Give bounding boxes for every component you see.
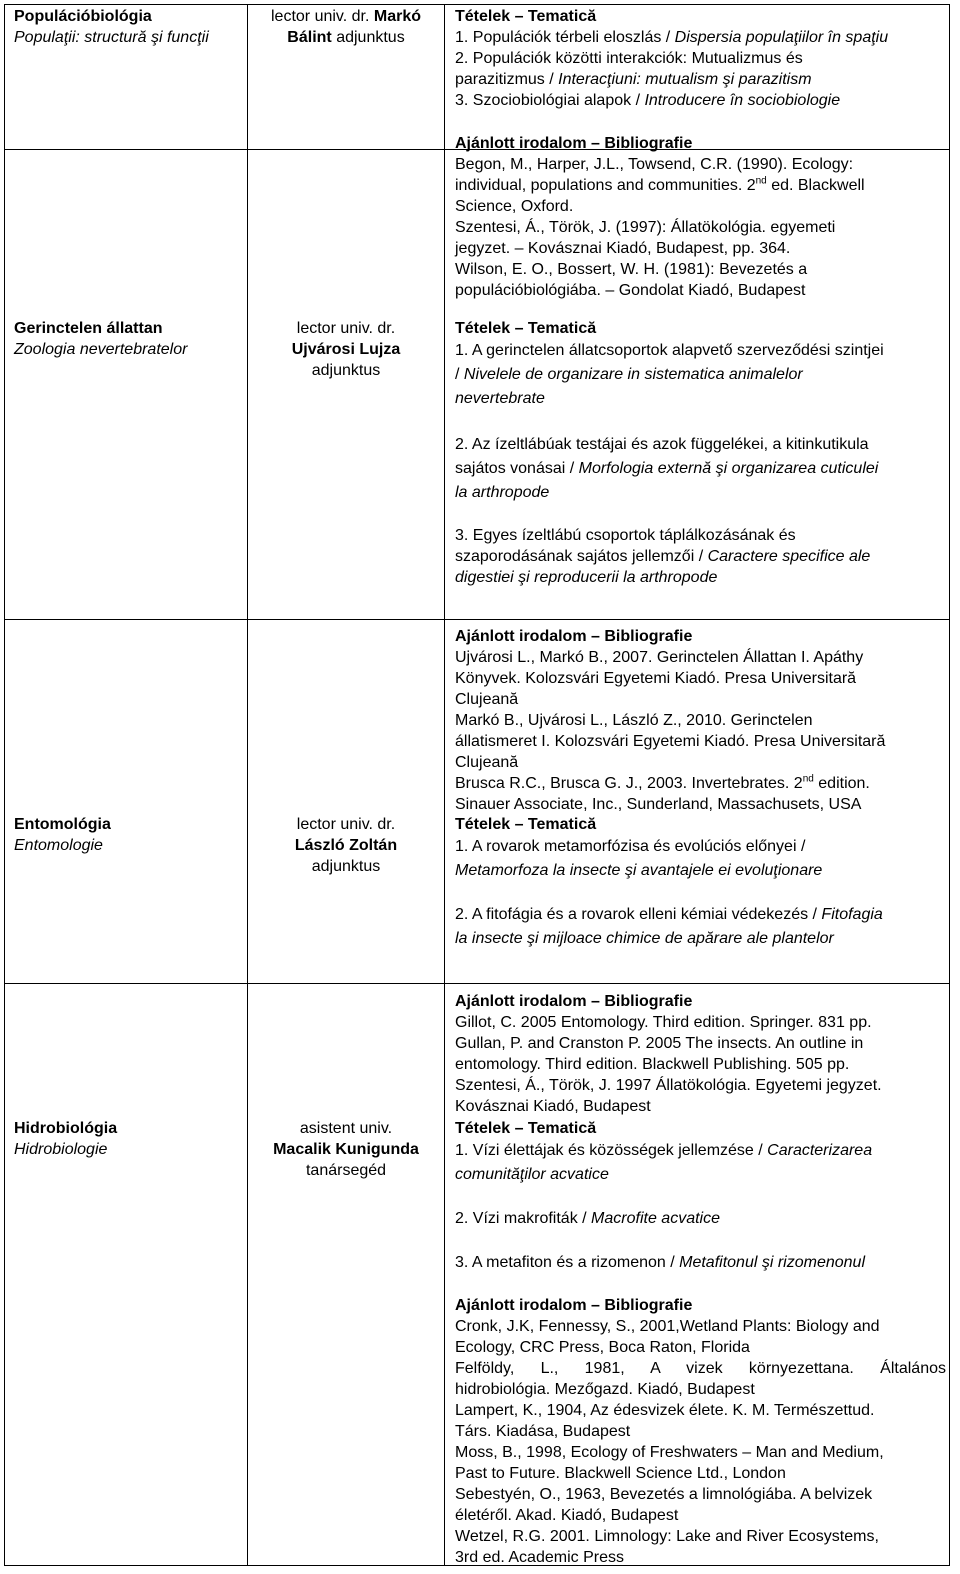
course-title-hu: Entomológia bbox=[14, 816, 111, 833]
bibliography-entry: Szentesi, Á., Török, J. (1997): Állatökológia. egyemeti bbox=[455, 219, 836, 236]
bibliography-entry: Lampert, K., 1904, Az édesvizek élete. K. M. Természettud. bbox=[455, 1402, 875, 1419]
course-name-cell bbox=[14, 1118, 244, 1160]
bibliography-entry: hidrobiológia. Mezőgazd. Kiadó, Budapest bbox=[455, 1381, 755, 1398]
topic-item: sajátos vonásai / bbox=[455, 460, 579, 477]
bibliography-entry: Brusca R.C., Brusca G. J., 2003. Invertebrates. 2 bbox=[455, 775, 803, 792]
bibliography-entry: individual, populations and communities. 2 bbox=[455, 177, 756, 194]
topic-item-translation: Metamorfoza la insecte şi avantajele ei evoluţionare bbox=[455, 862, 823, 879]
lecturer-title: lector univ. dr. bbox=[271, 8, 374, 25]
bibliography-entry: Wetzel, R.G. 2001. Limnology: Lake and River Ecosystems, bbox=[455, 1528, 879, 1545]
bibliography-entry: Felföldy, L., 1981, A vizek környezettana. Általános bbox=[455, 1360, 946, 1377]
topic-item: szaporodásának sajátos jellemzői / bbox=[455, 548, 708, 565]
lecturer-cell bbox=[256, 6, 436, 48]
bibliography-entry: Gillot, C. 2005 Entomology. Third edition. Springer. 831 pp. bbox=[455, 1014, 872, 1031]
topic-item-translation: Fitofagia bbox=[821, 906, 883, 923]
topics-heading: Tételek – Tematică bbox=[455, 1120, 597, 1137]
lecturer-cell bbox=[256, 318, 436, 381]
bibliography-heading: Ajánlott irodalom – Bibliografie bbox=[455, 135, 693, 152]
course-title-ro: Zoologia nevertebratelor bbox=[14, 341, 188, 358]
topic-item-translation: Introducere în sociobiologie bbox=[644, 92, 841, 109]
course-name-cell bbox=[14, 814, 244, 856]
topic-item: 2. Az ízeltlábúak testájai és azok függelékei, a kitinkutikula bbox=[455, 436, 869, 453]
table-border-top bbox=[4, 4, 950, 5]
course-title-ro: Hidrobiologie bbox=[14, 1141, 108, 1158]
bibliography-entry: Markó B., Ujvárosi L., László Z., 2010. Gerinctelen bbox=[455, 712, 813, 729]
bibliography-entry: állatismeret I. Kolozsvári Egyetemi Kiadó. Presa Universitară bbox=[455, 733, 886, 750]
bibliography-entry: Kovásznai Kiadó, Budapest bbox=[455, 1098, 651, 1115]
lecturer-name: László Zoltán bbox=[294, 837, 398, 854]
topic-item-translation: Dispersia populaţiilor în spaţiu bbox=[674, 29, 889, 46]
syllabus-cell bbox=[455, 814, 946, 951]
bibliography-entry: Wilson, E. O., Bossert, W. H. (1981): Bevezetés a bbox=[455, 261, 808, 278]
bibliography-entry: Sebestyén, O., 1963, Bevezetés a limnológiába. A belvizek bbox=[455, 1486, 873, 1503]
topic-item-translation: Interacţiuni: mutualism şi parazitism bbox=[558, 71, 812, 88]
topic-item-translation: nevertebrate bbox=[455, 390, 545, 407]
topic-item-translation: Nivelele de organizare in sistematica animalelor bbox=[463, 366, 803, 383]
topic-item-translation: Caractere specifice ale bbox=[707, 548, 871, 565]
syllabus-cell bbox=[455, 6, 946, 301]
topics-heading: Tételek – Tematică bbox=[455, 320, 597, 337]
lecturer-cell bbox=[256, 1118, 436, 1181]
lecturer-cell bbox=[256, 814, 436, 877]
bibliography-entry: Gullan, P. and Cranston P. 2005 The insects. An outline in bbox=[455, 1035, 864, 1052]
bibliography-entry: Ecology, CRC Press, Boca Raton, Florida bbox=[455, 1339, 750, 1356]
bibliography-entry: populációbiológiába. – Gondolat Kiadó, Budapest bbox=[455, 282, 806, 299]
syllabus-cell bbox=[455, 1118, 946, 1275]
lecturer-rank: adjunktus bbox=[331, 29, 405, 46]
topic-item: 1. A gerinctelen állatcsoportok alapvető szerveződési szintjei bbox=[455, 342, 884, 359]
lecturer-surname: Markó bbox=[373, 8, 421, 25]
table-border-left bbox=[4, 4, 5, 1566]
bibliography-entry: Ujvárosi L., Markó B., 2007. Gerinctelen Állattan I. Apáthy bbox=[455, 649, 864, 666]
topic-item: 1. Vízi élettájak és közösségek jellemzése / bbox=[455, 1142, 768, 1159]
lecturer-title: asistent univ. bbox=[299, 1120, 393, 1137]
course-title-hu: Hidrobiológia bbox=[14, 1120, 118, 1137]
bibliography-heading: Ajánlott irodalom – Bibliografie bbox=[455, 628, 693, 645]
topic-item-translation: Morfologia externă şi organizarea cuticulei bbox=[578, 460, 879, 477]
topic-item-translation: Macrofite acvatice bbox=[591, 1210, 720, 1227]
topic-item: 2. Vízi makrofiták / bbox=[455, 1210, 592, 1227]
bibliography-heading: Ajánlott irodalom – Bibliografie bbox=[455, 1297, 693, 1314]
lecturer-title: lector univ. dr. bbox=[296, 816, 396, 833]
lecturer-name: Macalik Kunigunda bbox=[273, 1141, 419, 1158]
topics-heading: Tételek – Tematică bbox=[455, 8, 597, 25]
bibliography-entry: Társ. Kiadása, Budapest bbox=[455, 1423, 631, 1440]
topic-item: 2. Populációk közötti interakciók: Mutualizmus és bbox=[455, 50, 803, 67]
topic-item: parazitizmus / bbox=[455, 71, 559, 88]
bibliography-entry: Könyvek. Kolozsvári Egyetemi Kiadó. Presa Universitară bbox=[455, 670, 857, 687]
topic-item-translation: Caracterizarea bbox=[767, 1142, 873, 1159]
topic-item: 3. A metafiton és a rizomenon / bbox=[455, 1254, 680, 1271]
lecturer-rank: tanársegéd bbox=[305, 1162, 387, 1179]
bibliography-entry: Moss, B., 1998, Ecology of Freshwaters – Man and Medium, bbox=[455, 1444, 884, 1461]
course-title-ro: Entomologie bbox=[14, 837, 103, 854]
lecturer-rank: adjunktus bbox=[311, 362, 381, 379]
bibliography-entry: Cronk, J.K, Fennessy, S., 2001,Wetland Plants: Biology and bbox=[455, 1318, 880, 1335]
topic-item: 2. A fitofágia és a rovarok elleni kémiai védekezés / bbox=[455, 906, 822, 923]
bibliography-heading: Ajánlott irodalom – Bibliografie bbox=[455, 993, 693, 1010]
row-divider-2 bbox=[4, 619, 950, 620]
syllabus-cell-bibliography bbox=[455, 1295, 946, 1568]
syllabus-cell bbox=[455, 318, 946, 588]
topic-item-translation: comunităţilor acvatice bbox=[455, 1166, 609, 1183]
bibliography-entry: Past to Future. Blackwell Science Ltd., London bbox=[455, 1465, 786, 1482]
course-name-cell bbox=[14, 318, 244, 360]
bibliography-entry: edition. bbox=[813, 775, 870, 792]
topic-item-translation: la arthropode bbox=[455, 484, 550, 501]
column-divider-2 bbox=[444, 4, 445, 1566]
topic-item: 1. Populációk térbeli eloszlás / bbox=[455, 29, 675, 46]
table-border-right bbox=[949, 4, 950, 1566]
bibliography-entry: Szentesi, Á., Török, J. 1997 Állatökológia. Egyetemi jegyzet. bbox=[455, 1077, 882, 1094]
lecturer-name: Ujvárosi Lujza bbox=[291, 341, 401, 358]
syllabus-cell-bibliography bbox=[455, 991, 946, 1117]
syllabus-cell-bibliography bbox=[455, 626, 946, 815]
bibliography-entry: ed. Blackwell bbox=[766, 177, 865, 194]
topic-item-translation: Metafitonul şi rizomenonul bbox=[679, 1254, 865, 1271]
bibliography-entry: jegyzet. – Kovásznai Kiadó, Budapest, pp. 364. bbox=[455, 240, 791, 257]
lecturer-given-name: Bálint bbox=[287, 29, 332, 46]
bibliography-entry: entomology. Third edition. Blackwell Publishing. 505 pp. bbox=[455, 1056, 850, 1073]
bibliography-entry: Clujeană bbox=[455, 754, 519, 771]
bibliography-entry: Clujeană bbox=[455, 691, 519, 708]
topic-item: 3. Szociobiológiai alapok / bbox=[455, 92, 645, 109]
course-title-hu: Populációbiológia bbox=[14, 8, 152, 25]
bibliography-entry: életéről. Akad. Kiadó, Budapest bbox=[455, 1507, 679, 1524]
superscript: nd bbox=[755, 175, 767, 187]
bibliography-entry: 3rd ed. Academic Press bbox=[455, 1549, 624, 1566]
bibliography-entry: Sinauer Associate, Inc., Sunderland, Massachusets, USA bbox=[455, 796, 862, 813]
row-divider-3 bbox=[4, 983, 950, 984]
topics-heading: Tételek – Tematică bbox=[455, 816, 597, 833]
lecturer-title: lector univ. dr. bbox=[296, 320, 396, 337]
course-title-ro: Populaţii: structură şi funcţii bbox=[14, 29, 209, 46]
superscript: nd bbox=[802, 773, 814, 785]
topic-item-translation: la insecte şi mijloace chimice de apărare ale plantelor bbox=[455, 930, 834, 947]
topic-item: 1. A rovarok metamorfózisa és evolúciós előnyei / bbox=[455, 838, 806, 855]
bibliography-entry: Science, Oxford. bbox=[455, 198, 574, 215]
bibliography-entry: Begon, M., Harper, J.L., Towsend, C.R. (1990). Ecology: bbox=[455, 156, 854, 173]
course-name-cell bbox=[14, 6, 244, 48]
topic-item-translation: digestiei şi reproducerii la arthropode bbox=[455, 569, 718, 586]
topic-item: 3. Egyes ízeltlábú csoportok táplálkozásának és bbox=[455, 527, 796, 544]
column-divider-1 bbox=[247, 4, 248, 1566]
lecturer-rank: adjunktus bbox=[311, 858, 381, 875]
topic-item: / bbox=[455, 366, 464, 383]
course-title-hu: Gerinctelen állattan bbox=[14, 320, 163, 337]
